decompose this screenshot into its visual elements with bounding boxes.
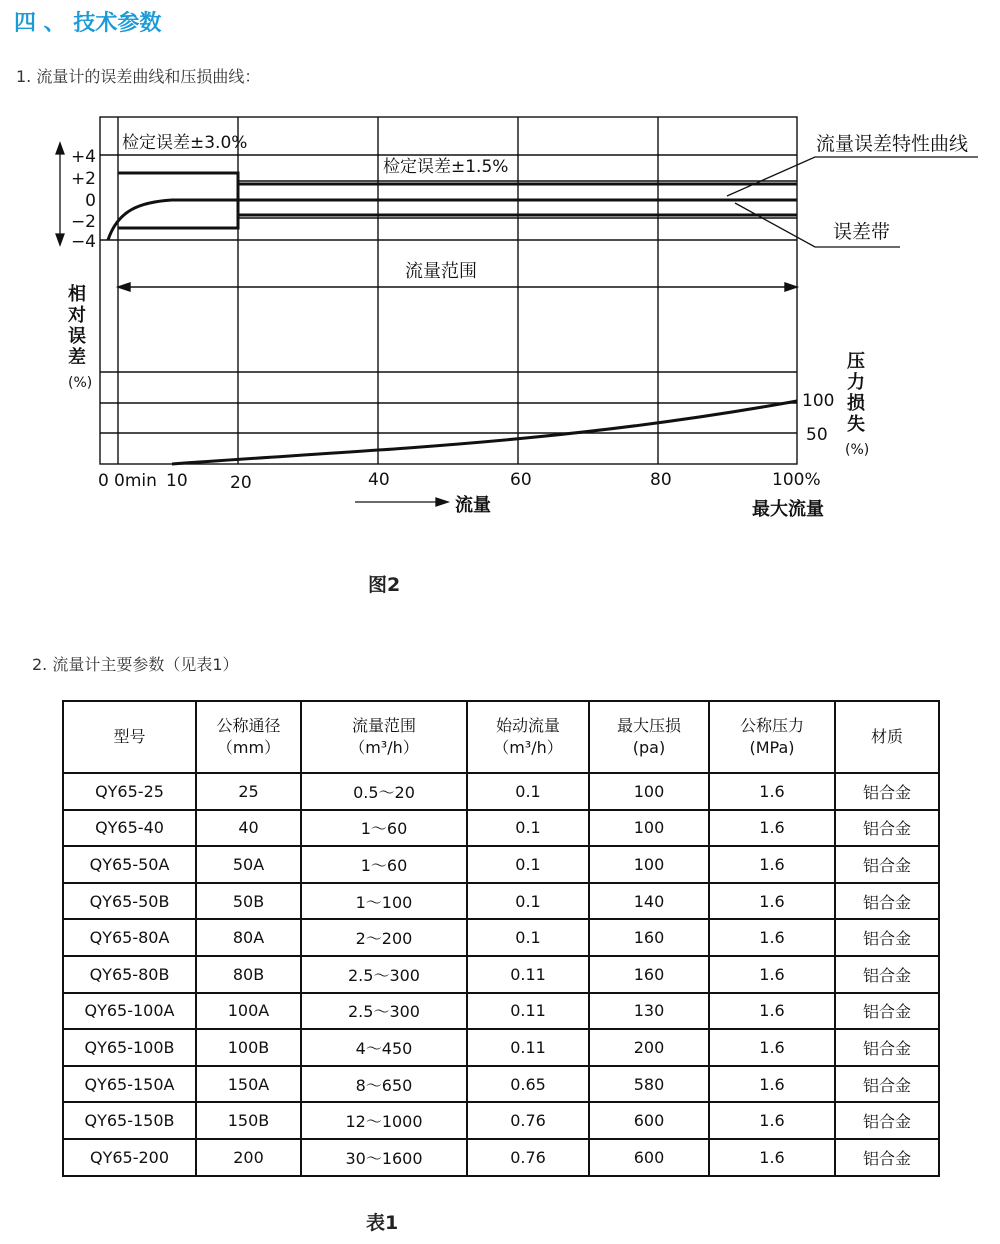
header-line: 型号 [113, 727, 146, 746]
table-cell: 1.6 [709, 846, 835, 883]
pressure-label-unit: (%) [845, 442, 870, 458]
table-cell: 600 [589, 1139, 709, 1176]
table-cell: 1.6 [709, 1066, 835, 1103]
table-cell: 1.6 [709, 773, 835, 810]
tolerance-3-label: 检定误差±3.0% [122, 133, 248, 153]
header-unit: （mm） [216, 738, 281, 757]
x-axis-arrow [355, 498, 448, 506]
table-cell: 80B [196, 956, 301, 993]
error-and-pressure-loss-figure [0, 100, 1000, 530]
x-tick: 0 [98, 471, 109, 491]
table-cell: 铝合金 [835, 1029, 939, 1066]
y-axis-label-char: 对 [68, 305, 86, 326]
table-cell: 200 [589, 1029, 709, 1066]
table-header-cell [301, 701, 467, 773]
y-tick: 0 [85, 191, 96, 211]
x-tick: 40 [368, 470, 390, 490]
table-cell: 150B [196, 1102, 301, 1139]
table-cell: 12～1000 [301, 1102, 467, 1139]
header-line: 最大压损 [616, 716, 681, 735]
table-header-cell [63, 701, 196, 773]
table-cell: QY65-40 [63, 810, 196, 847]
header-line: 公称通径 [216, 716, 281, 735]
table-cell: 0.76 [467, 1102, 589, 1139]
x-tick: 60 [510, 470, 532, 490]
table-row [63, 993, 939, 1030]
header-unit: （m³/h） [349, 738, 419, 757]
table-cell: 580 [589, 1066, 709, 1103]
y-tick: +4 [70, 147, 96, 167]
table-cell: 0.1 [467, 846, 589, 883]
table-cell: 4～450 [301, 1029, 467, 1066]
table-cell: 40 [196, 810, 301, 847]
table-row [63, 1139, 939, 1176]
table-cell: QY65-50A [63, 846, 196, 883]
table-cell: 100B [196, 1029, 301, 1066]
table-cell: 100 [589, 773, 709, 810]
header-line: 公称压力 [739, 716, 804, 735]
error-band-label: 误差带 [833, 221, 891, 243]
table-cell: 0.1 [467, 883, 589, 920]
pressure-label-char: 压 [847, 351, 865, 372]
error-characteristic-curve [108, 200, 797, 240]
table-cell: 100A [196, 993, 301, 1030]
table-header-cell [835, 701, 939, 773]
table-cell: 150A [196, 1066, 301, 1103]
flow-range-label: 流量范围 [405, 261, 477, 282]
pressure-tick: 50 [806, 425, 828, 445]
table-row [63, 810, 939, 847]
pressure-label-char: 损 [847, 393, 865, 414]
header-unit: （m³/h） [493, 738, 563, 757]
table-cell: 1～60 [301, 846, 467, 883]
table-cell: 1～60 [301, 810, 467, 847]
table-header-cell [589, 701, 709, 773]
x-tick: 10 [166, 471, 188, 491]
table-cell: QY65-25 [63, 773, 196, 810]
table-caption: 表1 [366, 1212, 399, 1234]
section-2-title: 2. 流量计主要参数（见表1） [32, 655, 239, 674]
table-cell: QY65-200 [63, 1139, 196, 1176]
table-row [63, 883, 939, 920]
table-cell: 600 [589, 1102, 709, 1139]
table-row [63, 1102, 939, 1139]
x-tick: 0min [114, 471, 157, 491]
table-header-cell [709, 701, 835, 773]
table-header-cell [467, 701, 589, 773]
table-cell: 铝合金 [835, 846, 939, 883]
table-cell: 0.76 [467, 1139, 589, 1176]
table-row [63, 1029, 939, 1066]
table-cell: 25 [196, 773, 301, 810]
parameters-table [62, 700, 940, 1177]
section-1-title: 1. 流量计的误差曲线和压损曲线： [16, 67, 261, 86]
table-cell: 铝合金 [835, 1066, 939, 1103]
figure-caption: 图2 [368, 574, 401, 596]
table-cell: 0.65 [467, 1066, 589, 1103]
table-cell: QY65-80A [63, 919, 196, 956]
table-cell: QY65-100B [63, 1029, 196, 1066]
table-row [63, 1066, 939, 1103]
table-cell: 铝合金 [835, 956, 939, 993]
table-cell: 8～650 [301, 1066, 467, 1103]
pressure-label-char: 失 [847, 414, 865, 435]
y-tick: +2 [70, 169, 96, 189]
table-cell: 铝合金 [835, 810, 939, 847]
y-axis-label-unit: (%) [68, 375, 93, 391]
table-header-cell [196, 701, 301, 773]
max-flow-label: 最大流量 [752, 499, 824, 520]
table-cell: 1.6 [709, 810, 835, 847]
table-cell: 0.11 [467, 993, 589, 1030]
table-cell: 2.5～300 [301, 993, 467, 1030]
table-cell: 铝合金 [835, 1102, 939, 1139]
table-row [63, 773, 939, 810]
table-body [63, 773, 939, 1176]
table-cell: 0.1 [467, 810, 589, 847]
table-cell: 160 [589, 919, 709, 956]
table-cell: 130 [589, 993, 709, 1030]
table-cell: 50B [196, 883, 301, 920]
section-heading: 四 、 技术参数 [14, 11, 162, 36]
x-tick: 100% [772, 470, 821, 490]
y-axis-label-char: 差 [68, 347, 86, 368]
y-axis-label-char: 相 [68, 284, 86, 305]
table-cell: 铝合金 [835, 993, 939, 1030]
flow-range-arrow [118, 283, 797, 291]
table-cell: 1.6 [709, 1139, 835, 1176]
table-cell: 30～1600 [301, 1139, 467, 1176]
table-cell: 铝合金 [835, 919, 939, 956]
table-cell: 2.5～300 [301, 956, 467, 993]
table-cell: 1.6 [709, 883, 835, 920]
table-cell: QY65-100A [63, 993, 196, 1030]
x-tick: 80 [650, 470, 672, 490]
pressure-tick: 100 [802, 391, 835, 411]
tolerance-15-label: 检定误差±1.5% [383, 157, 509, 177]
table-cell: 0.11 [467, 956, 589, 993]
y-tick: −2 [70, 212, 96, 232]
table-cell: 100 [589, 846, 709, 883]
table-cell: 0.1 [467, 773, 589, 810]
pressure-label-char: 力 [847, 372, 865, 393]
header-line: 始动流量 [495, 716, 560, 735]
table-cell: 80A [196, 919, 301, 956]
table-cell: 0.5～20 [301, 773, 467, 810]
table-cell: 1.6 [709, 993, 835, 1030]
table-cell: 100 [589, 810, 709, 847]
header-unit: (pa) [632, 738, 666, 757]
table-cell: QY65-150A [63, 1066, 196, 1103]
table-cell: 1.6 [709, 956, 835, 993]
x-tick: 20 [230, 473, 252, 493]
table-cell: 2～200 [301, 919, 467, 956]
table-cell: 200 [196, 1139, 301, 1176]
table-cell: 1.6 [709, 1029, 835, 1066]
table-cell: 140 [589, 883, 709, 920]
x-axis-label: 流量 [455, 495, 491, 516]
table-cell: QY65-50B [63, 883, 196, 920]
y-axis-arrow [56, 143, 64, 245]
table-row [63, 919, 939, 956]
table-cell: 1.6 [709, 1102, 835, 1139]
y-tick: −4 [70, 232, 96, 252]
table-cell: 1～100 [301, 883, 467, 920]
table-row [63, 956, 939, 993]
table-row [63, 846, 939, 883]
header-unit: (MPa) [749, 738, 795, 757]
table-cell: 50A [196, 846, 301, 883]
table-cell: 铝合金 [835, 773, 939, 810]
table-header-row [63, 701, 939, 773]
table-cell: QY65-150B [63, 1102, 196, 1139]
table-cell: 160 [589, 956, 709, 993]
y-axis-label-char: 误 [68, 326, 86, 347]
table-cell: 铝合金 [835, 1139, 939, 1176]
error-curve-label: 流量误差特性曲线 [816, 133, 969, 155]
table-cell: 0.11 [467, 1029, 589, 1066]
table-cell: 铝合金 [835, 883, 939, 920]
header-line: 流量范围 [351, 716, 416, 735]
table-cell: 0.1 [467, 919, 589, 956]
table-cell: 1.6 [709, 919, 835, 956]
table-cell: QY65-80B [63, 956, 196, 993]
header-line: 材质 [870, 727, 903, 746]
